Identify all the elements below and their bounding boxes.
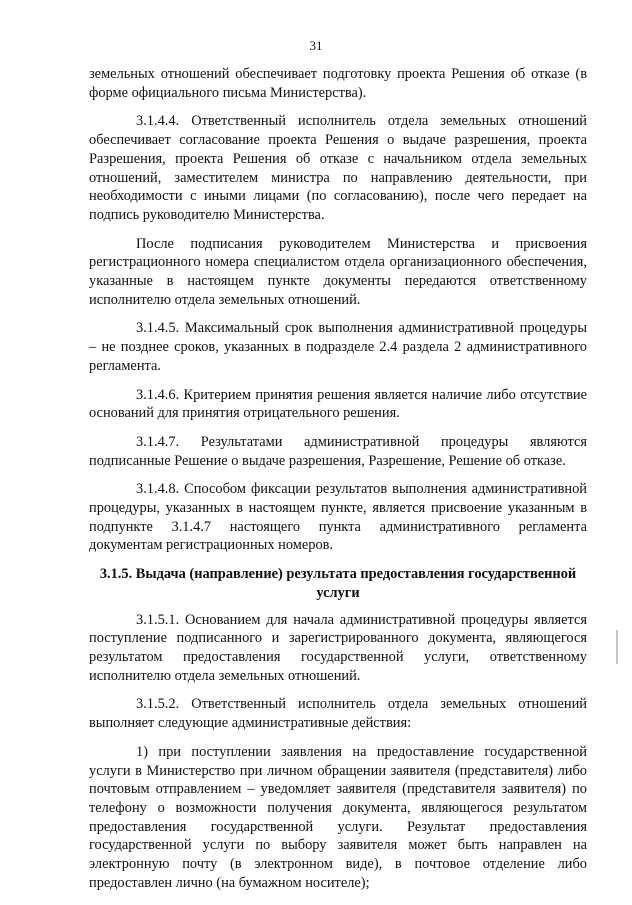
page-number: 31 (309, 38, 323, 53)
paragraph-3-1-4-4: 3.1.4.4. Ответственный исполнитель отдела земельных отношений обеспечивает согласование проекта Решения о выдаче разрешения, проекта Разрешения, проекта Решения об отказе с начальником отдела земельных отношений, заместителем министра по направлению деятельности, при необходимости с иными лицами (по согласованию), после чего передает на подпись руководителю Министерства. (89, 113, 587, 223)
scan-edge-mark (616, 630, 618, 664)
paragraph-3-1-4-7: 3.1.4.7. Результатами административной процедуры являются подписанные Решение о выдаче разрешения, Разрешение, Решение об отказе. (89, 433, 587, 469)
paragraph-3-1-4-8: 3.1.4.8. Способом фиксации результатов выполнения административной процедуры, указанных в настоящем пункте, является присвоение указанным в подпункте 3.1.4.7 настоящего пункта административного регламента документам регистрационных номеров. (89, 481, 587, 554)
document-body (89, 65, 587, 898)
paragraph-3-1-4-6: 3.1.4.6. Критерием принятия решения является наличие либо отсутствие оснований для принятия отрицательного решения. (89, 386, 587, 422)
section-heading-3-1-5: 3.1.5. Выдача (направление) результата предоставления государственной услуги (99, 566, 577, 601)
paragraph-3-1-4-5: 3.1.4.5. Максимальный срок выполнения административной процедуры – не позднее сроков, указанных в подразделе 2.4 раздела 2 административного регламента. (89, 320, 587, 374)
paragraph-after-signing: После подписания руководителем Министерства и присвоения регистрационного номера специалистом отдела организационного обеспечения, указанные в настоящем пункте документы передаются ответственному исполнителю отдела земельных отношений. (89, 235, 587, 308)
paragraph-3-1-5-1: 3.1.5.1. Основанием для начала административной процедуры является поступление подписанного и зарегистрированного документа, являющегося результатом предоставления государственной услуги, ответственному исполнителю отдела земельных отношений. (89, 611, 587, 684)
paragraph-3-1-5-2: 3.1.5.2. Ответственный исполнитель отдела земельных отношений выполняет следующие административные действия: (89, 696, 587, 732)
paragraph-item-1: 1) при поступлении заявления на предоставление государственной услуги в Министерство при личном обращении заявителя (представителя) либо почтовым отправлением – уведомляет заявителя (представителя заявителя) по телефону о возможности получения документа, являющегося результатом предоставления государственной услуги. Результат предоставления государственной услуги по выбору заявителя может быть направлен на электронную почту (в электронном виде), в почтовое отделение либо предоставлен лично (на бумажном носителе); (89, 743, 587, 891)
paragraph-continuation: земельных отношений обеспечивает подготовку проекта Решения об отказе (в форме официального письма Министерства). (89, 66, 587, 101)
